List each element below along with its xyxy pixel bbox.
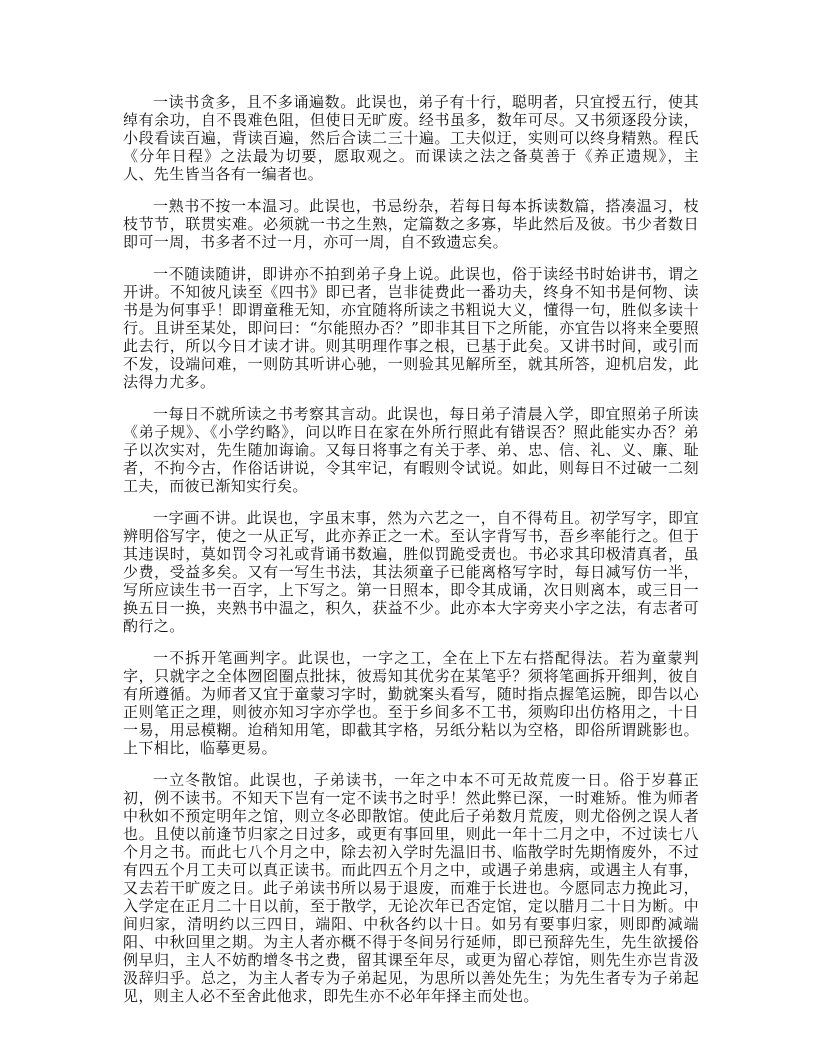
paragraph-daily-conduct-check: 一每日不就所读之书考察其言动。此误也，每日弟子清晨入学，即宜照弟子所读《弟子规》、《小学约略》，问以昨日在家在外所行照此有错误否？照此能实办否？弟子以次实对，先生随加诲谕。又每日将事之有关于孝、弟、忠、信、礼、义、廉、耻者，不拘今古，作俗话讲说，令其牢记，有暇则令试说。如此，则每日不过破一二刻工夫，而彼已渐知实行矣。 [123, 405, 699, 495]
document-body [123, 93, 699, 1019]
paragraph-reading-greed: 一读书贪多，且不多诵遍数。此误也，弟子有十行，聪明者，只宜授五行，使其绰有余功，自不畏难色阻，但使日无旷废。经书虽多，数年可尽。又书须逐段分读，小段看读百遍，背读百遍，然后合读二三十遍。工夫似迂，实则可以终身精熟。程氏《分年日程》之法最为切要，愿取观之。而课读之法之备莫善于《养正遗规》，主人、先生皆当各有一编者也。 [123, 93, 699, 183]
paragraph-review-method: 一熟书不按一本温习。此误也，书忌纷杂，若每日每本拆读数篇，搭凑温习，枝枝节节，联贯实难。必须就一书之生熟，定篇数之多寡，毕此然后及彼。书少者数日即可一周，书多者不过一月，亦可一周，自不致遗忘矣。 [123, 197, 699, 251]
paragraph-calligraphy: 一字画不讲。此误也，字虽末事，然为六艺之一，自不得苟且。初学写字，即宜辨明俗写字，使之一从正写，此亦养正之一术。至认字背写书，吾乡率能行之。但于其违误时，莫如罚令习礼或背诵书数遍，胜似罚跪受责也。书必求其印极清真者，虽少费，受益多矣。又有一写生书法，其法须童子已能离格写字时，每日减写仿一半，写所应读生书一百字，上下写之。第一日照本，即令其成诵，次日则离本，或三日一换五日一换，夹熟书中温之，积久，获益不少。此亦本大字旁夹小字之法，有志者可酌行之。 [123, 509, 699, 635]
paragraph-explaining-while-reading: 一不随读随讲，即讲亦不拍到弟子身上说。此误也，俗于读经书时始讲书，谓之开讲。不知彼凡读至《四书》即已者，岂非徒费此一番功夫，终身不知书是何物、读书是为何事乎！即谓童稚无知，亦宜随将所读之书粗说大义，懂得一句，胜似多读十行。且讲至某处，即问曰：“尔能照办否？”即非其目下之所能，亦宜告以将来全要照此去行，所以今日才读才讲。则其明理作事之根，已基于此矣。又讲书时间，或引而不发，设端问难，一则防其听讲心驰，一则验其见解所至，就其所答，迎机启发，此法得力尤多。 [123, 265, 699, 391]
paragraph-stroke-grading: 一不拆开笔画判字。此误也，一字之工，全在上下左右搭配得法。若为童蒙判字，只就字之全体囫囵圈点批抹，彼焉知其优劣在某笔乎？须将笔画拆开细判，彼自有所遵循。为师者又宜于童蒙习字时，勤就案头看写，随时指点握笔运腕，即告以心正则笔正之理，则彼亦知习字亦学也。至于乡间多不工书，须购印出仿格用之，十日一易，用忌模糊。迨稍知用笔，即截其字格，另纸分粘以为空格，即俗所谓跳影也。上下相比，临摹更易。 [123, 649, 699, 757]
paragraph-school-closing: 一立冬散馆。此误也，子弟读书，一年之中本不可无故荒废一日。俗于岁暮正初，例不读书。不知天下岂有一定不读书之时乎！然此弊已深，一时难矫。惟为师者中秋如不预定明年之馆，则立冬必即散馆。使此后子弟数月荒废，则尤俗例之误人者也。且使以前逢节归家之日过多，或更有事回里，则此一年十二月之中，不过读七八个月之书。而此七八个月之中，除去初入学时先温旧书、临散学时先期惰废外，不过有四五个月工夫可以真正读书。而此四五个月之中，或遇子弟患病，或遇主人有事，又去若干旷废之日。此子弟读书所以易于退废，而难于长进也。今愿同志力挽此习，入学定在正月二十日以前，至于散学，无论次年已否定馆，定以腊月二十日为断。中间归家，清明约以三四日，端阳、中秋各约以十日。如另有要事归家，则即酌减端阳、中秋回里之期。为主人者亦概不得于冬间另行延师，即已预辞先生，先生欲援俗例早归，主人不妨酌增冬书之费，留其课至年尽，或更为留心荐馆，则先生亦岂肯汲汲辞归乎。总之，为主人者专为子弟起见，为思所以善处先生；为先生者专为子弟起见，则主人必不至舍此他求，即先生亦不必年年择主而处也。 [123, 771, 699, 1005]
